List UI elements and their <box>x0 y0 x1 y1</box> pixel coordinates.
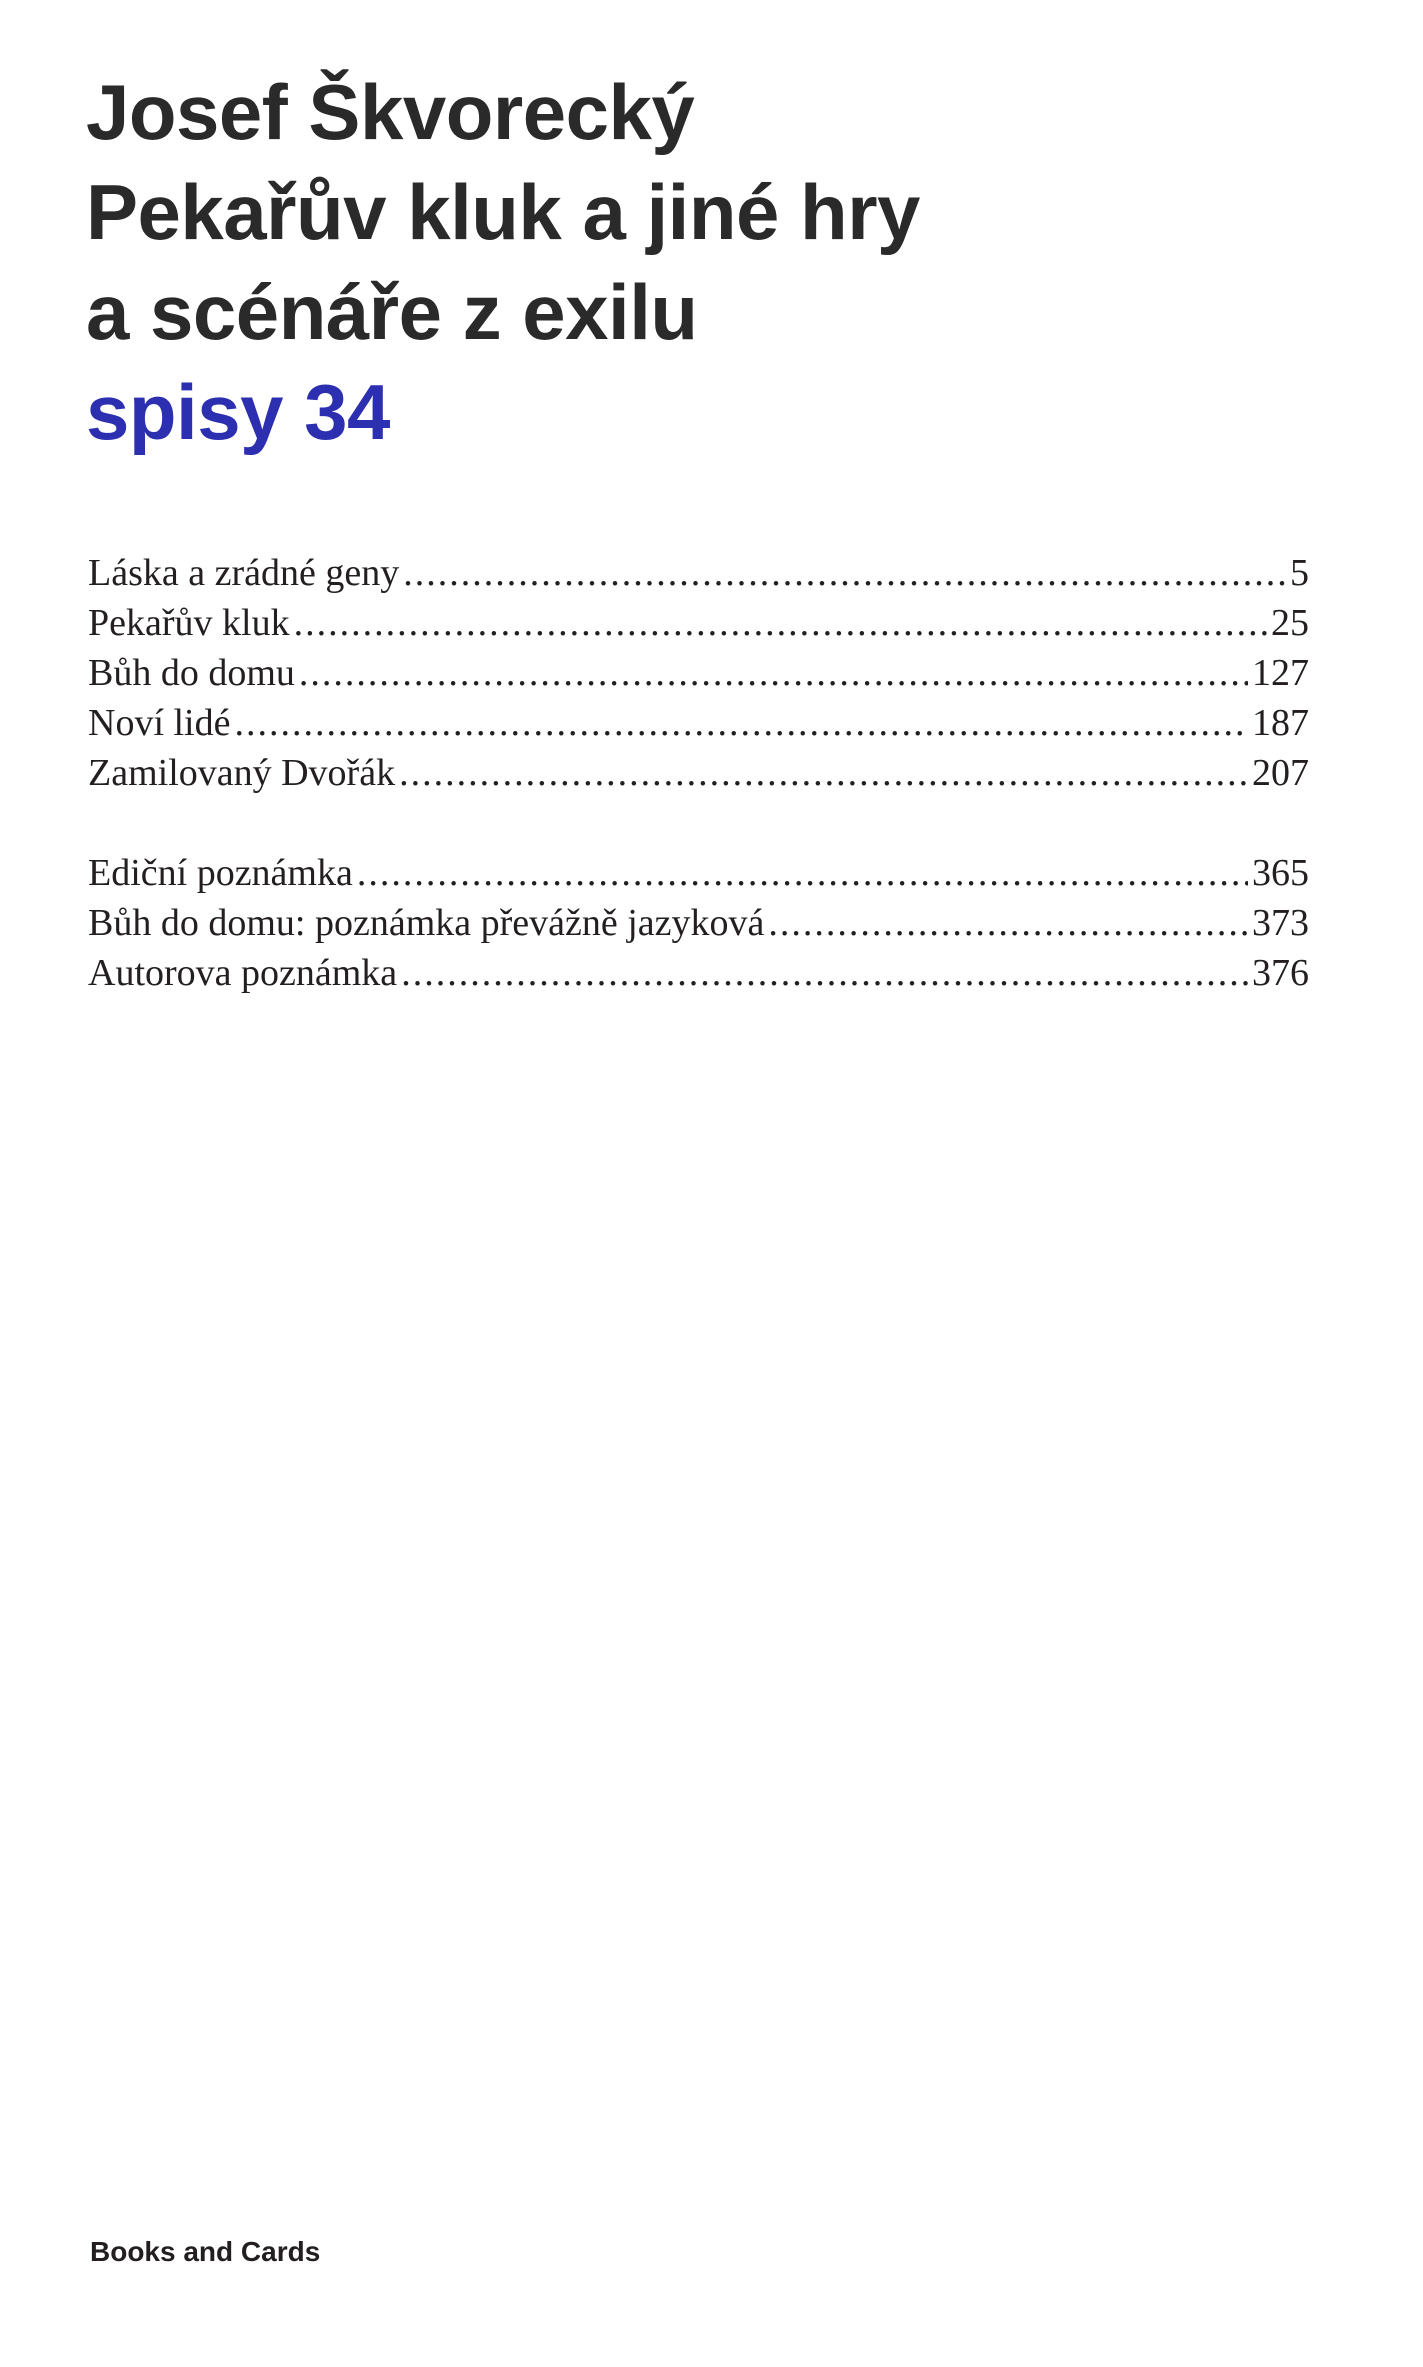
toc-entry-page: 187 <box>1252 702 1309 744</box>
toc-entry-page: 365 <box>1252 852 1309 894</box>
series-label: spisy 34 <box>86 368 390 456</box>
toc-dot-leader <box>768 898 1248 948</box>
toc-entry-title: Bůh do domu <box>88 652 295 694</box>
toc-entry-title: Pekařův kluk <box>88 602 290 644</box>
toc-dot-leader <box>294 598 1267 648</box>
toc-entry-page: 376 <box>1252 952 1309 994</box>
toc-entry <box>88 648 1309 698</box>
toc-entry-page: 127 <box>1252 652 1309 694</box>
title-block <box>86 62 1186 462</box>
toc-dot-leader <box>399 748 1248 798</box>
publisher-name: Books and Cards <box>90 2236 321 2267</box>
toc-entry <box>88 898 1309 948</box>
toc-entry <box>88 698 1309 748</box>
toc-dot-leader <box>401 948 1248 998</box>
toc-dot-leader <box>234 698 1248 748</box>
toc-entry-page: 5 <box>1290 552 1309 594</box>
toc-dot-leader <box>357 848 1248 898</box>
author-name: Josef Škvorecký <box>86 68 695 156</box>
toc-entry <box>88 748 1309 798</box>
toc-entry-title: Láska a zrádné geny <box>88 552 400 594</box>
toc-entry-page: 373 <box>1252 902 1309 944</box>
toc-entry-title: Zamilovaný Dvořák <box>88 752 396 794</box>
toc-dot-leader <box>299 648 1248 698</box>
toc-entry <box>88 948 1309 998</box>
toc-entry-title: Bůh do domu: poznámka převážně jazyková <box>88 902 765 944</box>
toc-entry-title: Noví lidé <box>88 702 231 744</box>
toc-entry <box>88 548 1309 598</box>
toc-entry-title: Autorova poznámka <box>88 952 398 994</box>
table-of-contents-main <box>88 548 1309 798</box>
toc-entry-page: 207 <box>1252 752 1309 794</box>
toc-entry-page: 25 <box>1271 602 1309 644</box>
toc-entry <box>88 598 1309 648</box>
toc-entry-title: Ediční poznámka <box>88 852 353 894</box>
toc-dot-leader <box>403 548 1286 598</box>
toc-entry <box>88 848 1309 898</box>
table-of-contents-notes <box>88 848 1309 998</box>
book-title-line-1: Pekařův kluk a jiné hry <box>86 168 920 256</box>
book-title-line-2: a scénáře z exilu <box>86 268 698 356</box>
